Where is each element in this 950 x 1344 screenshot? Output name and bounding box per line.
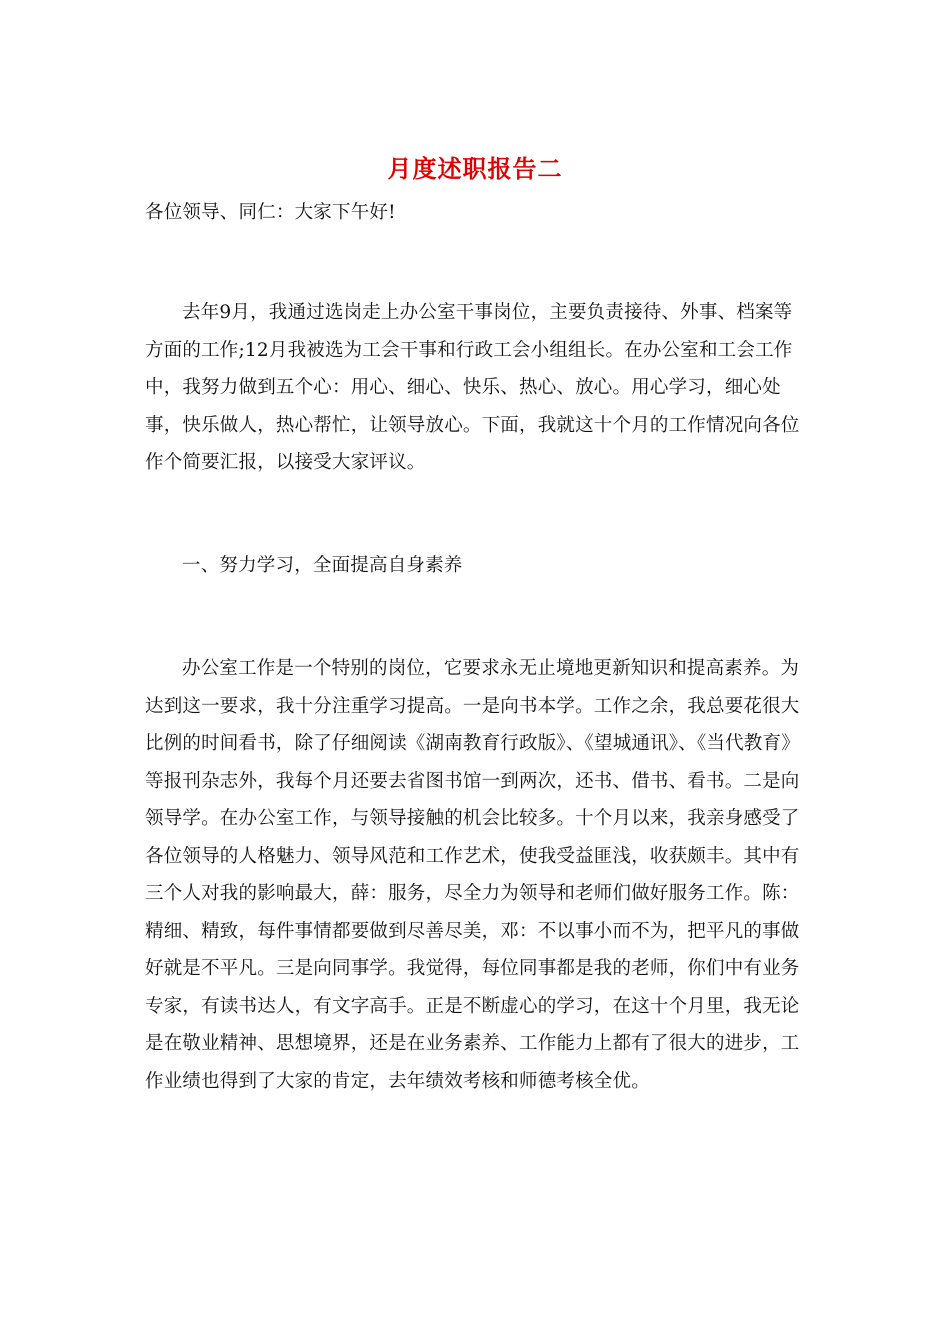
document-title: 月度述职报告二 bbox=[387, 154, 563, 183]
section-heading: 一、努力学习，全面提高自身素养 bbox=[182, 555, 463, 576]
salutation: 各位领导、同仁：大家下午好! bbox=[145, 202, 396, 223]
body-paragraph-intro: 去年9月，我通过选岗走上办公室干事岗位，主要负责接待、外事、档案等方面的工作;12月我被选为工会干事和行政工会小组组长。在办公室和工会工作中，我努力做到五个心：用心、细心、快乐、热心、放心。用心学习，细心处事，快乐做人，热心帮忙，让领导放心。下面，我就这十个月的工作情况向各位作个简要汇报，以接受大家评议。 bbox=[145, 302, 800, 473]
body-paragraph-study: 办公室工作是一个特别的岗位，它要求永无止境地更新知识和提高素养。为达到这一要求，我十分注重学习提高。一是向书本学。工作之余，我总要花很大比例的时间看书，除了仔细阅读《湖南教育行政版》、《望城通讯》、《当代教育》等报刊杂志外，我每个月还要去省图书馆一到两次，还书、借书、看书。二是向领导学。在办公室工作，与领导接触的机会比较多。十个月以来，我亲身感受了各位领导的人格魅力、领导风范和工作艺术，使我受益匪浅，收获颇丰。其中有三个人对我的影响最大，薛：服务，尽全力为领导和老师们做好服务工作。陈：精细、精致，每件事情都要做到尽善尽美，邓：不以事小而不为，把平凡的事做好就是不平凡。三是向同事学。我觉得，每位同事都是我的老师，你们中有业务专家，有读书达人，有文字高手。正是不断虚心的学习，在这十个月里，我无论是在敬业精神、思想境界，还是在业务素养、工作能力上都有了很大的进步，工作业绩也得到了大家的肯定，去年绩效考核和师德考核全优。 bbox=[145, 658, 800, 1092]
